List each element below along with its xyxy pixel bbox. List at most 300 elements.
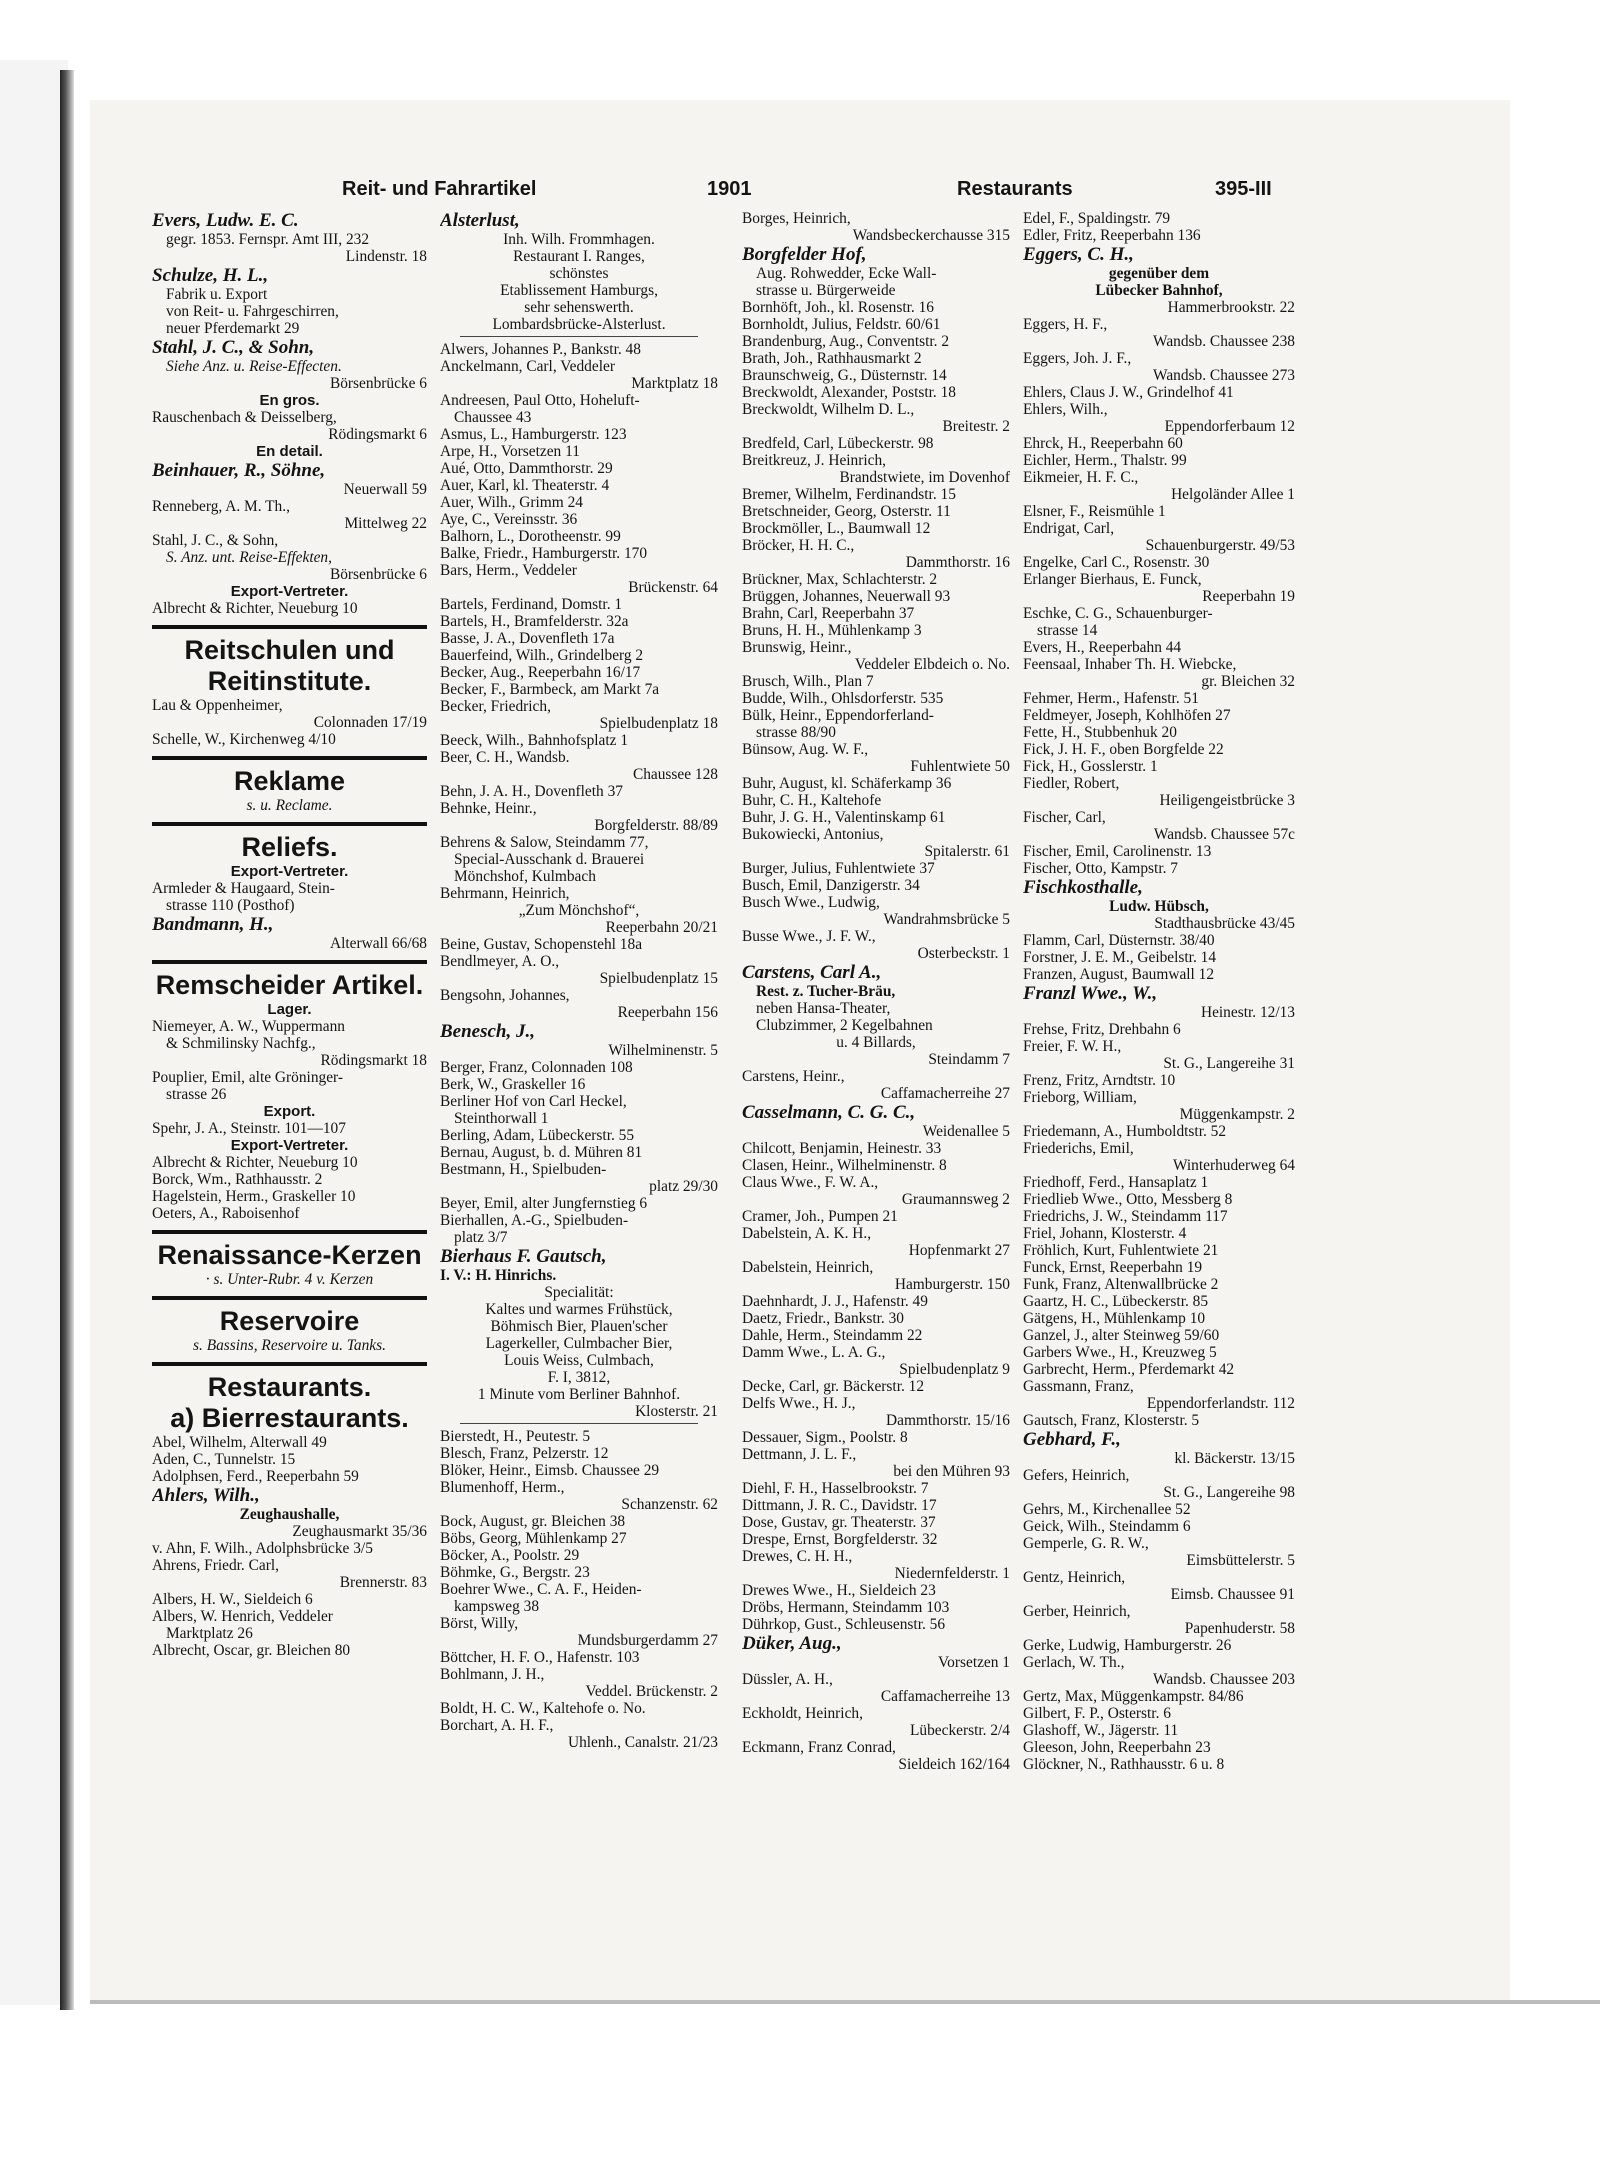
entry-line: Veddel. Brückenstr. 2 [585,1683,718,1700]
entry-line: Reeperbahn 19 [1202,588,1295,605]
entry-line: Drewes, C. H. H., [742,1548,853,1565]
entry-line: Gerke, Ludwig, Hamburgerstr. 26 [1023,1637,1232,1654]
entry-line: Eschke, C. G., Schauenburger- [1023,605,1213,622]
section-heading: Reitinstitute. [207,666,372,696]
entry-line: Behrmann, Heinrich, [440,885,570,902]
section-divider [152,1362,427,1372]
business-name: Fischkosthalle, [1023,877,1143,898]
entry-line: Decke, Carl, gr. Bäckerstr. 12 [742,1378,925,1395]
entry-line: Bars, Herm., Veddeler [440,562,577,579]
entry-line: Rödingsmarkt 18 [320,1052,427,1069]
entry-line: Auer, Karl, kl. Theaterstr. 4 [440,477,610,494]
entry-line: v. Ahn, F. Wilh., Adolphsbrücke 3/5 [152,1540,373,1557]
entry-line: Aye, C., Vereinsstr. 36 [440,511,578,528]
entry-line: Lagerkeller, Culmbacher Bier, [485,1335,673,1352]
entry-line: Specialität: [544,1284,614,1301]
entry-line: Dahle, Herm., Steindamm 22 [742,1327,923,1344]
business-name: Franzl Wwe., W., [1023,983,1158,1004]
entry-line: kl. Bäckerstr. 13/15 [1174,1450,1295,1467]
page-number: 395-III [1215,178,1272,200]
subsection-label: Export-Vertreter. [230,863,349,880]
entry-line: · s. Unter-Rubr. 4 v. Kerzen [205,1271,374,1288]
entry-line: Arpe, H., Vorsetzen 11 [440,443,580,460]
entry-line: strasse 88/90 [756,724,836,741]
entry-line: Wandsb. Chaussee 57c [1153,826,1295,843]
entry-line: Restaurant I. Ranges, [513,248,645,265]
entry-line: Steindamm 7 [928,1051,1010,1068]
entry-line: Gleeson, John, Reeperbahn 23 [1023,1739,1211,1756]
entry-line: Zeughaushalle, [239,1506,340,1523]
entry-line: neben Hansa-Theater, [756,1000,891,1017]
entry-line: Fröhlich, Kurt, Fuhlentwiete 21 [1023,1242,1219,1259]
entry-line: Winterhuderweg 64 [1172,1157,1295,1174]
entry-line: Graumannsweg 2 [901,1191,1010,1208]
entry-line: Balke, Friedr., Hamburgerstr. 170 [440,545,648,562]
entry-line: Breitkreuz, J. Heinrich, [742,452,887,469]
entry-line: Franzen, August, Baumwall 12 [1023,966,1215,983]
entry-line: Dammthorstr. 16 [905,554,1010,571]
entry-line: Eikmeier, H. F. C., [1023,469,1139,486]
entry-line: Steinthorwall 1 [454,1110,549,1127]
entry-line: Funk, Franz, Altenwallbrücke 2 [1023,1276,1219,1293]
section-divider [152,756,427,766]
entry-line: Edel, F., Spaldingstr. 79 [1023,210,1171,227]
business-name: Casselmann, C. G. C., [742,1102,916,1123]
entry-line: Dettmann, J. L. F., [742,1446,857,1463]
section-divider [152,1296,427,1306]
entry-line: Mönchshof, Kulmbach [454,868,596,885]
entry-line: gr. Bleichen 32 [1201,673,1295,690]
entry-line: Frenz, Fritz, Arndtstr. 10 [1023,1072,1176,1089]
entry-line: Dammthorstr. 15/16 [886,1412,1010,1429]
entry-line: Eckmann, Franz Conrad, [742,1739,896,1756]
column-3 [742,210,1010,1773]
entry-line: Pouplier, Emil, alte Gröninger- [152,1069,343,1086]
entry-line: Wandsb. Chaussee 238 [1153,333,1295,350]
entry-line: Spielbudenplatz 15 [599,970,718,987]
entry-line: Rauschenbach & Deisselberg, [152,409,337,426]
entry-line: Eimsbüttelerstr. 5 [1186,1552,1295,1569]
entry-line: Frieborg, William, [1023,1089,1137,1106]
subsection-label: Export. [263,1103,316,1120]
entry-line: Lombardsbrücke-Alsterlust. [492,316,666,333]
entry-line: Lau & Oppenheimer, [152,697,283,714]
entry-line: 1 Minute vom Berliner Bahnhof. [477,1386,681,1403]
entry-line: Berling, Adam, Lübeckerstr. 55 [440,1127,635,1144]
entry-line: Bauerfeind, Wilh., Grindelberg 2 [440,647,644,664]
entry-line: Evers, H., Reeperbahn 44 [1023,639,1182,656]
section-heading: Reitschulen und [184,635,395,665]
entry-line: Boehrer Wwe., C. A. F., Heiden- [440,1581,642,1598]
entry-line: Neuerwall 59 [343,481,427,498]
entry-line: Lindenstr. 18 [345,248,427,265]
entry-line: Ludw. Hübsch, [1109,898,1209,915]
entry-line: Veddeler Elbdeich o. No. [854,656,1010,673]
entry-line: Bröcker, H. H. C., [742,537,855,554]
entry-line: Blumenhoff, Herm., [440,1479,565,1496]
entry-line: Bruns, H. H., Mühlenkamp 3 [742,622,922,639]
entry-line: Gassmann, Franz, [1023,1378,1134,1395]
entry-line: Brusch, Wilh., Plan 7 [742,673,874,690]
entry-line: Gautsch, Franz, Klosterstr. 5 [1023,1412,1200,1429]
entry-line: Bülk, Heinr., Eppendorferland- [742,707,934,724]
entry-line: Caffamacherreihe 27 [880,1085,1010,1102]
entry-line: Börsenbrücke 6 [329,566,427,583]
entry-line: Cramer, Joh., Pumpen 21 [742,1208,898,1225]
entry-line: Böhmisch Bier, Plauen'scher [490,1318,668,1335]
entry-line: platz 3/7 [454,1229,508,1246]
entry-line: Albrecht & Richter, Neueburg 10 [152,1154,358,1171]
entry-line: Beyer, Emil, alter Jungfernstieg 6 [440,1195,648,1212]
entry-line: Burger, Julius, Fuhlentwiete 37 [742,860,935,877]
section-divider [152,625,427,635]
entry-line: gegr. 1853. Fernspr. Amt III, 232 [166,231,370,248]
entry-line: Garbers Wwe., H., Kreuzweg 5 [1023,1344,1217,1361]
section-heading: Renaissance-Kerzen [157,1240,422,1270]
entry-line: Bredfeld, Carl, Lübeckerstr. 98 [742,435,934,452]
entry-line: Beer, C. H., Wandsb. [440,749,570,766]
entry-line: Bornholdt, Julius, Feldstr. 60/61 [742,316,941,333]
subsection-label: Export-Vertreter. [230,583,349,600]
section-heading: a) Bierrestaurants. [170,1403,409,1433]
entry-line: Brahn, Carl, Reeperbahn 37 [742,605,915,622]
entry-line: Andreesen, Paul Otto, Hoheluft- [440,392,640,409]
entry-line: Basse, J. A., Dovenfleth 17a [440,630,615,647]
column-2 [440,210,718,1751]
business-name: Gebhard, F., [1023,1429,1121,1450]
entry-line: Aug. Rohwedder, Ecke Wall- [756,265,937,282]
entry-line: F. I, 3812, [547,1369,611,1386]
entry-line: Bengsohn, Johannes, [440,987,570,1004]
entry-line: Düssler, A. H., [742,1671,833,1688]
business-name: Benesch, J., [440,1021,535,1042]
entry-line: Böttcher, H. F. O., Hafenstr. 103 [440,1649,640,1666]
entry-line: Bock, August, gr. Bleichen 38 [440,1513,626,1530]
entry-line: Fischer, Carl, [1023,809,1106,826]
entry-line: Stahl, J. C., & Sohn, [152,532,279,549]
entry-line: Renneberg, A. M. Th., [152,498,290,515]
entry-line: Gerber, Heinrich, [1023,1603,1131,1620]
entry-line: Friedhoff, Ferd., Hansaplatz 1 [1023,1174,1209,1191]
entry-line: Eichler, Herm., Thalstr. 99 [1023,452,1187,469]
entry-line: Fabrik u. Export [166,286,268,303]
entry-line: Inh. Wilh. Frommhagen. [503,231,655,248]
entry-line: strasse u. Bürgerweide [756,282,896,299]
entry-line: Becker, Friedrich, [440,698,551,715]
entry-line: Dose, Gustav, gr. Theaterstr. 37 [742,1514,936,1531]
entry-line: Ganzel, J., alter Steinweg 59/60 [1023,1327,1220,1344]
entry-line: strasse 26 [166,1086,227,1103]
entry-line: Dessauer, Sigm., Poolstr. 8 [742,1429,908,1446]
header-right-title: Restaurants [957,178,1073,200]
entry-line: Brockmöller, L., Baumwall 12 [742,520,931,537]
entry-line: & Schmilinsky Nachfg., [166,1035,316,1052]
entry-line: Alwers, Johannes P., Bankstr. 48 [440,341,641,358]
entry-line: schönstes [549,265,609,282]
entry-line: Eckholdt, Heinrich, [742,1705,863,1722]
entry-line: Mundsburgerdamm 27 [577,1632,718,1649]
entry-line: Adolphsen, Ferd., Reeperbahn 59 [152,1468,359,1485]
entry-line: Fuhlentwiete 50 [910,758,1010,775]
entry-line: Beine, Gustav, Schopenstehl 18a [440,936,643,953]
entry-line: Vorsetzen 1 [938,1654,1010,1671]
entry-line: Ehlers, Claus J. W., Grindelhof 41 [1023,384,1234,401]
entry-line: Mittelweg 22 [344,515,427,532]
entry-line: Zeughausmarkt 35/36 [292,1523,427,1540]
entry-line: Hopfenmarkt 27 [908,1242,1010,1259]
entry-line: Busch, Emil, Danzigerstr. 34 [742,877,920,894]
entry-line: Glöckner, N., Rathhausstr. 6 u. 8 [1023,1756,1225,1773]
entry-line: Börsenbrücke 6 [329,375,427,392]
entry-line: Dabelstein, Heinrich, [742,1259,874,1276]
entry-line: Berger, Franz, Colonnaden 108 [440,1059,633,1076]
entry-line: Wandrahmsbrücke 5 [883,911,1010,928]
section-heading: Restaurants. [207,1372,372,1402]
entry-line: Daehnhardt, J. J., Hafenstr. 49 [742,1293,928,1310]
entry-line: Albers, W. Henrich, Veddeler [152,1608,333,1625]
entry-line: Brunswig, Heinr., [742,639,852,656]
entry-line: Albrecht & Richter, Neueburg 10 [152,600,358,617]
entry-line: Buhr, J. G. H., Valentinskamp 61 [742,809,946,826]
entry-line: Friel, Johann, Klosterstr. 4 [1023,1225,1187,1242]
entry-line: Gerlach, W. Th., [1023,1654,1125,1671]
entry-line: Dabelstein, A. K. H., [742,1225,872,1242]
entry-line: Fiedler, Robert, [1023,775,1120,792]
business-name: Carstens, Carl A., [742,962,882,983]
entry-line: Friedrichs, J. W., Steindamm 117 [1023,1208,1228,1225]
entry-line: Ehlers, Wilh., [1023,401,1108,418]
entry-line: Bremer, Wilhelm, Ferdinandstr. 15 [742,486,956,503]
entry-line: Bretschneider, Georg, Osterstr. 11 [742,503,951,520]
entry-line: Busch Wwe., Ludwig, [742,894,880,911]
entry-line: Gaartz, H. C., Lübeckerstr. 85 [1023,1293,1209,1310]
entry-line: Bünsow, Aug. W. F., [742,741,869,758]
entry-line: bei den Mühren 93 [893,1463,1010,1480]
entry-line: Osterbeckstr. 1 [917,945,1010,962]
entry-line: platz 29/30 [649,1178,718,1195]
business-name: Evers, Ludw. E. C. [152,210,299,231]
entry-line: Brückenstr. 64 [628,579,718,596]
entry-line: Böhmke, G., Bergstr. 23 [440,1564,590,1581]
entry-line: Becker, F., Barmbeck, am Markt 7a [440,681,660,698]
entry-line: Auer, Wilh., Grimm 24 [440,494,583,511]
entry-line: Bernau, August, b. d. Mühren 81 [440,1144,643,1161]
entry-line: Clasen, Heinr., Wilhelminenstr. 8 [742,1157,947,1174]
entry-line: Feensaal, Inhaber Th. H. Wiebcke, [1023,656,1237,673]
subsection-label: Export-Vertreter. [230,1137,349,1154]
book-gutter [60,70,74,2010]
entry-line: Kaltes und warmes Frühstück, [485,1301,673,1318]
entry-line: Borck, Wm., Rathhausstr. 2 [152,1171,323,1188]
entry-line: Flamm, Carl, Düsternstr. 38/40 [1023,932,1215,949]
entry-line: Bierhallen, A.-G., Spielbuden- [440,1212,629,1229]
entry-line: Alterwall 66/68 [329,935,427,952]
entry-line: Oeters, A., Raboisenhof [152,1205,300,1222]
entry-line: Klosterstr. 21 [635,1403,718,1420]
entry-line: Siehe Anz. u. Reise-Effecten. [166,358,342,375]
business-name: Beinhauer, R., Söhne, [152,460,326,481]
entry-line: Lübeckerstr. 2/4 [909,1722,1010,1739]
business-name: Schulze, H. L., [152,265,269,286]
entry-line: Sieldeich 162/164 [898,1756,1010,1773]
entry-line: u. 4 Billards, [836,1034,916,1051]
entry-line: Fette, H., Stubbenhuk 20 [1023,724,1177,741]
entry-line: Eggers, H. F., [1023,316,1108,333]
business-name: Bandmann, H., [152,914,274,935]
entry-line: Gentz, Heinrich, [1023,1569,1126,1586]
business-name: Stahl, J. C., & Sohn, [152,337,315,358]
business-name: Düker, Aug., [742,1633,842,1654]
entry-line: Brüggen, Johannes, Neuerwall 93 [742,588,951,605]
entry-line: Bornhöft, Joh., kl. Rosenstr. 16 [742,299,934,316]
header-left-title: Reit- und Fahrartikel [342,178,537,200]
entry-line: I. V.: H. Hinrichs. [440,1267,557,1284]
column-1 [152,210,427,1659]
entry-line: Stadthausbrücke 43/45 [1154,915,1295,932]
entry-line: Eppendorferbaum 12 [1164,418,1295,435]
entry-line: Edler, Fritz, Reeperbahn 136 [1023,227,1201,244]
entry-line: Gemperle, G. R. W., [1023,1535,1149,1552]
entry-line: Elsner, F., Reismühle 1 [1023,503,1166,520]
entry-line: Abel, Wilhelm, Alterwall 49 [152,1434,327,1451]
entry-line: Fick, H., Gosslerstr. 1 [1023,758,1158,775]
entry-line: Niedernfelderstr. 1 [894,1565,1010,1582]
column-4 [1023,210,1295,1773]
entry-line: Breitestr. 2 [942,418,1010,435]
entry-line: Freier, F. W. H., [1023,1038,1122,1055]
entry-line: Special-Ausschank d. Brauerei [454,851,645,868]
section-divider [152,1230,427,1240]
entry-line: Berliner Hof von Carl Heckel, [440,1093,627,1110]
entry-line: S. Anz. unt. Reise-Effekten, [166,549,332,566]
entry-line: Wandsb. Chaussee 203 [1153,1671,1295,1688]
entry-line: Gilbert, F. P., Osterstr. 6 [1023,1705,1171,1722]
entry-line: s. u. Reclame. [246,797,333,814]
entry-line: Carstens, Heinr., [742,1068,845,1085]
entry-line: Buhr, C. H., Kaltehofe [742,792,882,809]
entry-line: Becker, Aug., Reeperbahn 16/17 [440,664,641,681]
entry-line: von Reit- u. Fahrgeschirren, [166,303,339,320]
entry-line: Aué, Otto, Dammthorstr. 29 [440,460,613,477]
entry-line: Balhorn, L., Dorotheenstr. 99 [440,528,621,545]
entry-line: sehr sehenswerth. [524,299,634,316]
entry-line: Glashoff, W., Jägerstr. 11 [1023,1722,1179,1739]
entry-line: Buhr, August, kl. Schäferkamp 36 [742,775,952,792]
entry-line: Borchart, A. H. F., [440,1717,554,1734]
entry-line: Reeperbahn 20/21 [605,919,718,936]
entry-line: Drewes Wwe., H., Sieldeich 23 [742,1582,936,1599]
section-divider [152,822,427,832]
entry-line: Behn, J. A. H., Dovenfleth 37 [440,783,623,800]
entry-line: Chilcott, Benjamin, Heinestr. 33 [742,1140,942,1157]
section-heading: Remscheider Artikel. [155,970,424,1000]
entry-line: Chaussee 43 [454,409,532,426]
entry-line: Etablissement Hamburgs, [500,282,658,299]
business-name: Borgfelder Hof, [742,244,867,265]
entry-line: Hamburgerstr. 150 [894,1276,1010,1293]
entry-line: Bartels, H., Bramfelderstr. 32a [440,613,629,630]
entry-line: Daetz, Friedr., Bankstr. 30 [742,1310,904,1327]
entry-line: Feldmeyer, Joseph, Kohlhöfen 27 [1023,707,1231,724]
entry-line: Wandsb. Chaussee 273 [1153,367,1295,384]
entry-line: Papenhuderstr. 58 [1184,1620,1295,1637]
entry-line: Gertz, Max, Müggenkampstr. 84/86 [1023,1688,1244,1705]
entry-line: Breckwoldt, Wilhelm D. L., [742,401,915,418]
entry-line: Drespe, Ernst, Borgfelderstr. 32 [742,1531,938,1548]
entry-line: Blöker, Heinr., Eimsb. Chaussee 29 [440,1462,660,1479]
header-year: 1901 [707,178,752,200]
entry-line: Berk, W., Graskeller 16 [440,1076,586,1093]
entry-line: Helgoländer Allee 1 [1171,486,1295,503]
entry-line: strasse 14 [1037,622,1098,639]
entry-line: Niemeyer, A. W., Wuppermann [152,1018,345,1035]
entry-line: Bendlmeyer, A. O., [440,953,560,970]
entry-line: Schauenburgerstr. 49/53 [1145,537,1295,554]
entry-line: Schanzenstr. 62 [621,1496,718,1513]
entry-line: Heiligengeistbrücke 3 [1159,792,1295,809]
entry-line: Müggenkampstr. 2 [1179,1106,1295,1123]
entry-line: Börst, Willy, [440,1615,519,1632]
entry-line: Spielbudenplatz 9 [899,1361,1010,1378]
entry-line: Friedemann, A., Humboldtstr. 52 [1023,1123,1227,1140]
business-name: Ahlers, Wilh., [152,1485,260,1506]
entry-line: Bohlmann, J. H., [440,1666,545,1683]
entry-line: Colonnaden 17/19 [313,714,427,731]
entry-line: Brennerstr. 83 [339,1574,427,1591]
entry-line: Anckelmann, Carl, Veddeler [440,358,615,375]
entry-line: Boldt, H. C. W., Kaltehofe o. No. [440,1700,646,1717]
entry-line: Engelke, Carl C., Rosenstr. 30 [1023,554,1210,571]
entry-line: Friederichs, Emil, [1023,1140,1134,1157]
entry-line: Spitalerstr. 61 [924,843,1010,860]
entry-line: Endrigat, Carl, [1023,520,1115,537]
entry-line: Aden, C., Tunnelstr. 15 [152,1451,296,1468]
entry-line: Bukowiecki, Antonius, [742,826,884,843]
entry-line: Heinestr. 12/13 [1200,1004,1295,1021]
entry-line: Borges, Heinrich, [742,210,851,227]
entry-line: Spielbudenplatz 18 [599,715,718,732]
entry-line: Dittmann, J. R. C., Davidstr. 17 [742,1497,937,1514]
entry-line: Böcker, A., Poolstr. 29 [440,1547,580,1564]
entry-line: Garbrecht, Herm., Pferdemarkt 42 [1023,1361,1235,1378]
section-heading: Reservoire [219,1306,360,1336]
entry-line: Fick, J. H. F., oben Borgfelde 22 [1023,741,1224,758]
entry-line: Asmus, L., Hamburgerstr. 123 [440,426,627,443]
entry-line: Eppendorferlandstr. 112 [1146,1395,1295,1412]
entry-line: Gätgens, H., Mühlenkamp 10 [1023,1310,1206,1327]
entry-line: Spehr, J. A., Steinstr. 101—107 [152,1120,346,1137]
entry-line: Bestmann, H., Spielbuden- [440,1161,607,1178]
entry-line: Eimsb. Chaussee 91 [1170,1586,1295,1603]
entry-line: s. Bassins, Reservoire u. Tanks. [193,1337,386,1354]
entry-line: Ehrck, H., Reeperbahn 60 [1023,435,1183,452]
entry-line: Hagelstein, Herm., Graskeller 10 [152,1188,356,1205]
entry-line: Wilhelminenstr. 5 [608,1042,718,1059]
entry-line: Eggers, Joh. J. F., [1023,350,1132,367]
business-name: Alsterlust, [440,210,520,231]
section-heading: Reklame [233,766,346,796]
entry-line: Bierstedt, H., Peutestr. 5 [440,1428,591,1445]
entry-line: Forstner, J. E. M., Geibelstr. 14 [1023,949,1217,966]
entry-line: Weidenallee 5 [922,1123,1010,1140]
subsection-label: En detail. [256,443,323,460]
entry-line: Rödingsmarkt 6 [328,426,427,443]
entry-line: Frehse, Fritz, Drehbahn 6 [1023,1021,1181,1038]
entry-line: Gehrs, M., Kirchenallee 52 [1023,1501,1191,1518]
facing-page-edge [0,60,68,2005]
entry-line: St. G., Langereihe 98 [1163,1484,1295,1501]
entry-line: Hammerbrookstr. 22 [1167,299,1295,316]
